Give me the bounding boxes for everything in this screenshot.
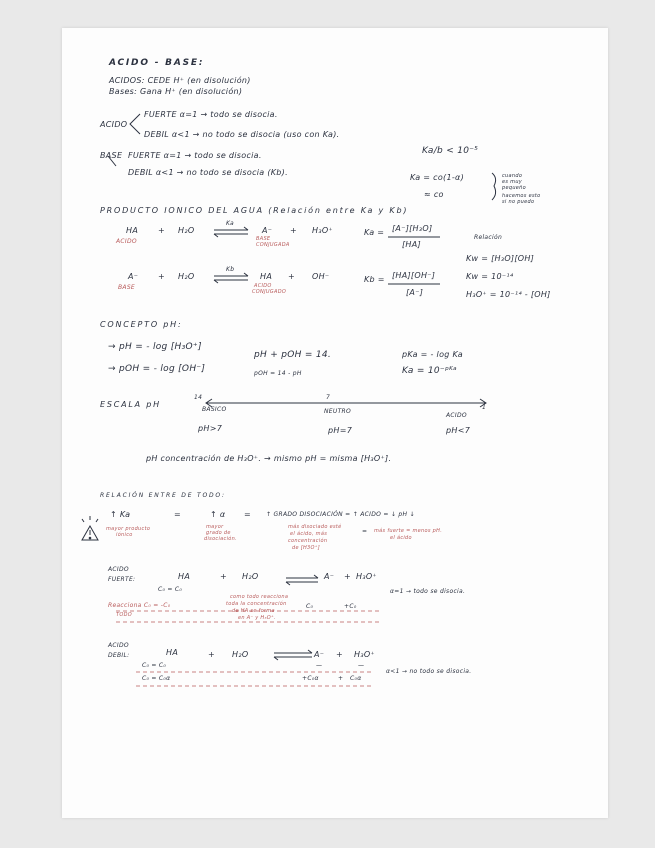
fuerte-c0: C₀ = C₀ (158, 586, 183, 593)
debil-h2o: H₂O (232, 650, 249, 659)
r1-ha-label: ACIDO (116, 238, 137, 245)
r2-ha: HA (260, 272, 273, 281)
ka-lhs: Ka = (364, 228, 385, 237)
kw-eq1: Kw = [H₃O][OH] (466, 254, 535, 263)
r1-ha: HA (126, 226, 139, 235)
fuerte-h2o: H₂O (242, 572, 259, 581)
rel-eq: = (174, 510, 182, 519)
def-bases: Bases: Gana H⁺ (en disolución) (109, 87, 243, 96)
ka-equation-1: Ka = co(1-α) (410, 173, 465, 182)
ph-heading: CONCEPTO pH: (100, 320, 183, 329)
rel-caption: disociación. (204, 536, 237, 542)
debil-arrow (274, 650, 312, 653)
r1-a-label: BASE (256, 236, 271, 242)
r1-h3o: H₃O⁺ (312, 226, 333, 235)
kb-denominator: [A⁻] (406, 288, 424, 297)
r2-a: A⁻ (128, 272, 139, 281)
rel-ka: ↑ Ka (110, 510, 131, 519)
ka-condition: Ka/b < 10⁻⁵ (422, 146, 479, 156)
ka-arrow-label: Ka (226, 220, 234, 227)
fuerte-alpha-note: α=1 → todo se disocia. (390, 588, 466, 595)
note-line: si no puedo (502, 199, 535, 205)
fuerte-a: A⁻ (324, 572, 335, 581)
debil-plus: + (336, 650, 344, 659)
base-debil: DEBIL α<1 → no todo se disocia (Kb). (128, 168, 288, 177)
equilibrium-arrow-1 (214, 227, 248, 230)
r1-plus: + (158, 226, 166, 235)
rel-alpha: ↑ α (210, 510, 226, 519)
ka-equation-2: ≈ co (424, 190, 444, 199)
handwriting-strokes (62, 28, 608, 818)
debil-a: A⁻ (314, 650, 325, 659)
r1-plus: + (290, 226, 298, 235)
rel-caption: el ácido, más (290, 531, 328, 537)
ka-power: Ka = 10⁻ᵖᴷᵃ (402, 366, 457, 376)
fuerte-arrow (286, 575, 318, 578)
fuerte-note: de HA se forma (232, 608, 275, 614)
r2-h2o: H₂O (178, 272, 195, 281)
ph-gt-7: pH>7 (198, 424, 223, 433)
rel-caption: más fuerte = menos pH. (374, 528, 443, 534)
r2-ha-label: ACIDO (254, 283, 272, 289)
notes-page (62, 28, 608, 818)
debil-dash: — (358, 662, 365, 669)
note-line: cuando (502, 173, 523, 179)
fuerte-note: como todo reacciona (230, 594, 289, 600)
scale-neutro: NEUTRO (324, 408, 352, 415)
ph-scale-axis (206, 399, 486, 407)
base-label: BASE (100, 151, 123, 160)
fuerte-product-c0: +C₀ (344, 603, 357, 610)
scale-14: 14 (194, 394, 203, 401)
r1-h2o: H₂O (178, 226, 195, 235)
rel-caption: el ácido (390, 535, 412, 541)
debil-c0: C₀ = C₀ (142, 662, 167, 669)
page-title: ACIDO - BASE: (109, 58, 205, 68)
debil-ceq: C₀ = C₀α (142, 675, 171, 682)
rel-caption: más disociado esté (288, 524, 342, 530)
rel-caption: de [H3O⁺] (292, 545, 320, 551)
debil-plus: + (208, 650, 216, 659)
debil-alpha-note: α<1 → no todo se disocia. (386, 668, 472, 675)
debil-ha: HA (166, 648, 179, 657)
rel-caption: iónico (116, 532, 133, 538)
warning-icon (82, 516, 98, 540)
base-fuerte: FUERTE α=1 → todo se disocia. (128, 151, 262, 160)
r2-plus: + (288, 272, 296, 281)
ka-denominator: [HA] (402, 240, 421, 249)
poh-equation: pOH = 14 - pH (254, 370, 302, 377)
ph-definition: → pH = - log [H₃O⁺] (108, 342, 202, 352)
r2-plus: + (158, 272, 166, 281)
acido-fuerte: FUERTE α=1 → todo se disocia. (144, 110, 278, 119)
fuerte-todo: TODO (116, 612, 132, 618)
scale-1: 1 (482, 404, 487, 411)
r2-ha-label: CONJUGADO (252, 289, 287, 295)
r1-a: A⁻ (262, 226, 273, 235)
note-line: es muy (502, 179, 523, 185)
ph-sum: pH + pOH = 14. (254, 350, 332, 360)
r2-a-label: BASE (118, 284, 136, 291)
rel-grado: ↑ GRADO DISOCIACIÓN = ↑ ACIDO = ↓ pH ↓ (266, 511, 415, 518)
equilibrium-arrow-2 (214, 273, 248, 276)
debil-product: C₀α (350, 675, 362, 682)
fuerte-ha: HA (178, 572, 191, 581)
r1-a-label: CONJUGADA (256, 242, 290, 248)
scale-basico: BASICO (202, 406, 227, 413)
kb-lhs: Kb = (364, 275, 385, 284)
fuerte-note: toda la concentración (226, 601, 287, 607)
rel-eq: = (362, 528, 368, 535)
fuerte-label: ACIDO (108, 566, 129, 573)
kw-eq3: H₃O⁺ = 10⁻¹⁴ - [OH] (466, 290, 551, 299)
debil-plus: + (338, 675, 344, 682)
r2-oh: OH⁻ (312, 272, 330, 281)
ka-numerator: [A⁻][H₃O] (392, 224, 433, 233)
ph-lt-7: pH<7 (446, 426, 471, 435)
rel-eq: = (244, 510, 252, 519)
rel-caption: grado de (206, 530, 231, 536)
note-line: hacemos esto (502, 193, 541, 199)
debil-h3o: H₃O⁺ (354, 650, 375, 659)
debil-dash: — (316, 662, 323, 669)
debil-label: DEBIL: (108, 652, 130, 659)
relacion-label: Relación (474, 234, 503, 241)
fuerte-plus: + (344, 572, 352, 581)
relacion-heading: RELACIÓN ENTRE DE TODO: (100, 492, 226, 499)
fuerte-h3o: H₃O⁺ (356, 572, 377, 581)
kb-arrow-label: Kb (226, 266, 235, 273)
kw-eq2: Kw = 10⁻¹⁴ (466, 272, 514, 281)
fuerte-product-c0: C₀ (306, 603, 314, 610)
ph-note: pH concentración de H₃O⁺. → mismo pH = misma [H₃O⁺]. (146, 454, 392, 463)
fuerte-note: en A⁻ y H₃O⁺. (238, 615, 276, 621)
fuerte-reacciona: Reacciona C₀ = -C₀ (108, 602, 171, 609)
note-brace (492, 173, 496, 200)
debil-product: +C₀α (302, 675, 319, 682)
pka-definition: pKa = - log Ka (402, 350, 463, 359)
ph-eq-7: pH=7 (328, 426, 353, 435)
scale-acido: ACIDO (446, 412, 467, 419)
rel-caption: mayor producto (106, 526, 151, 532)
scale-7: 7 (326, 394, 331, 401)
debil-label: ACIDO (108, 642, 129, 649)
kb-numerator: [HA][OH⁻] (392, 271, 436, 280)
acido-bracket (130, 114, 140, 134)
note-line: pequeño (502, 185, 526, 191)
escala-label: ESCALA pH (100, 400, 161, 409)
acido-debil: DEBIL α<1 → no todo se disocia (uso con Ka). (144, 130, 340, 139)
poh-definition: → pOH = - log [OH⁻] (108, 364, 206, 374)
def-acidos: ACIDOS: CEDE H⁺ (en disolución) (109, 76, 251, 85)
producto-heading: PRODUCTO IONICO DEL AGUA (Relación entre Ka y Kb) (100, 206, 409, 215)
fuerte-label: FUERTE: (108, 576, 136, 583)
acido-label: ACIDO (100, 120, 128, 129)
rel-caption: concentración (288, 538, 328, 544)
rel-caption: mayor (206, 524, 224, 530)
fuerte-plus: + (220, 572, 228, 581)
